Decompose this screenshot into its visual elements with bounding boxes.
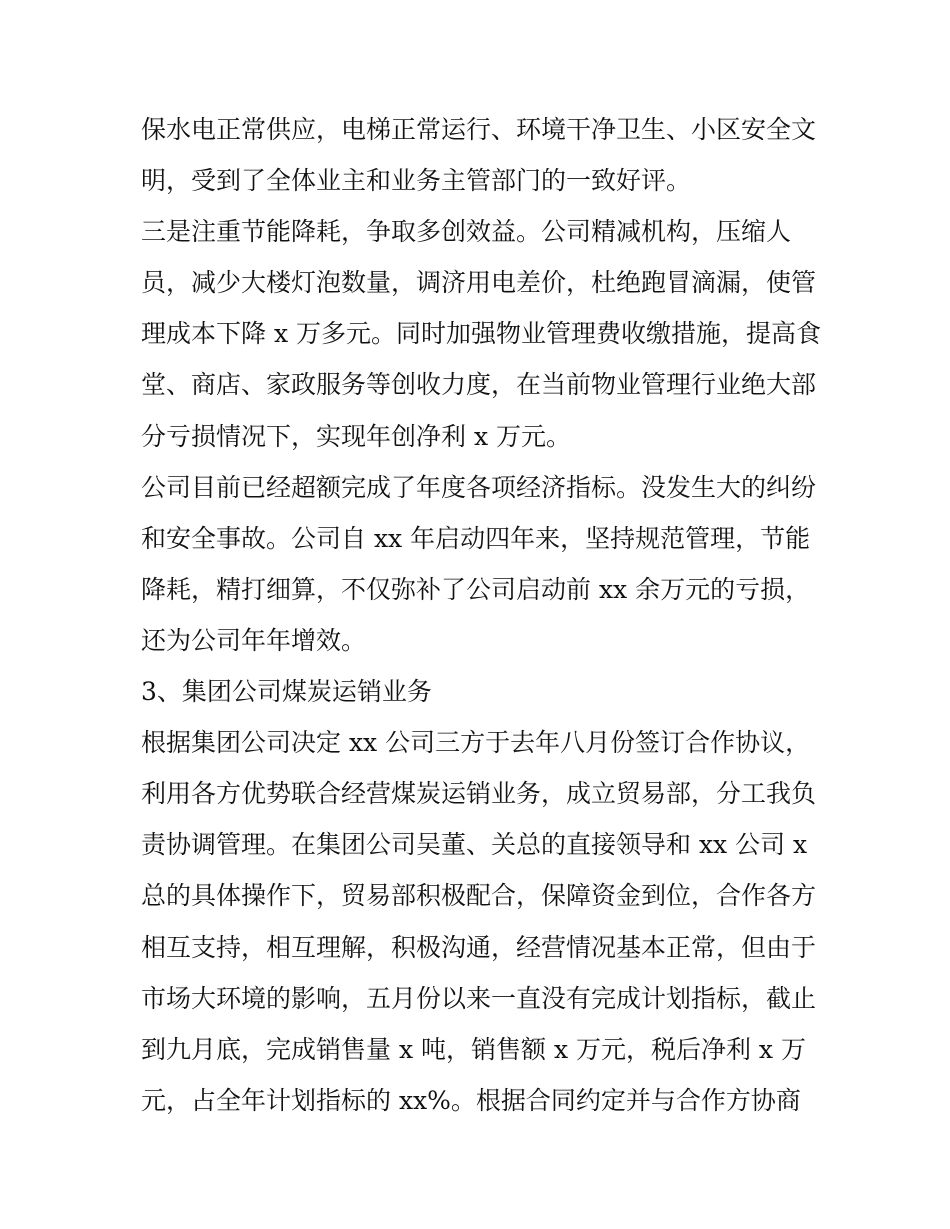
- text-line: 责协调管理。在集团公司吴董、关总的直接领导和 xx 公司 x: [141, 830, 808, 860]
- text-line: 明，受到了全体业主和业务主管部门的一致好评。: [141, 166, 692, 196]
- body-text: [141, 104, 821, 1126]
- text-line: 保水电正常供应，电梯正常运行、环境干净卫生、小区安全文: [141, 115, 817, 144]
- text-line: 分亏损情况下，实现年创净利 x 万元。: [141, 421, 571, 451]
- text-line: 还为公司年年增效。: [141, 625, 367, 655]
- text-line: 利用各方优势联合经营煤炭运销业务，成立贸易部，分工我负: [141, 779, 817, 809]
- section-heading: 3、集团公司煤炭运销业务: [141, 677, 432, 707]
- text-line: 元，占全年计划指标的 xx%。根据合同约定并与合作方协商: [141, 1085, 801, 1115]
- text-line: 三是注重节能降耗，争取多创效益。公司精减机构，压缩人: [141, 217, 792, 247]
- text-line: 相互支持，相互理解，积极沟通，经营情况基本正常，但由于: [141, 932, 817, 962]
- text-line: 公司目前已经超额完成了年度各项经济指标。没发生大的纠纷: [141, 472, 817, 502]
- text-line: 总的具体操作下，贸易部积极配合，保障资金到位，合作各方: [141, 881, 817, 911]
- text-line: 堂、商店、家政服务等创收力度，在当前物业管理行业绝大部: [141, 370, 817, 400]
- text-line: 和安全事故。公司自 xx 年启动四年来，坚持规范管理，节能: [141, 523, 811, 553]
- text-line: 理成本下降 x 万多元。同时加强物业管理费收缴措施，提高食: [141, 319, 821, 349]
- text-line: 员，减少大楼灯泡数量，调济用电差价，杜绝跑冒滴漏，使管: [141, 268, 817, 298]
- text-line: 降耗，精打细算，不仅弥补了公司启动前 xx 余万元的亏损，: [141, 574, 811, 604]
- text-line: 根据集团公司决定 xx 公司三方于去年八月份签订合作协议，: [141, 728, 811, 758]
- text-line: 到九月底，完成销售量 x 吨，销售额 x 万元，税后净利 x 万: [141, 1034, 806, 1064]
- text-line: 市场大环境的影响，五月份以来一直没有完成计划指标，截止: [141, 983, 817, 1013]
